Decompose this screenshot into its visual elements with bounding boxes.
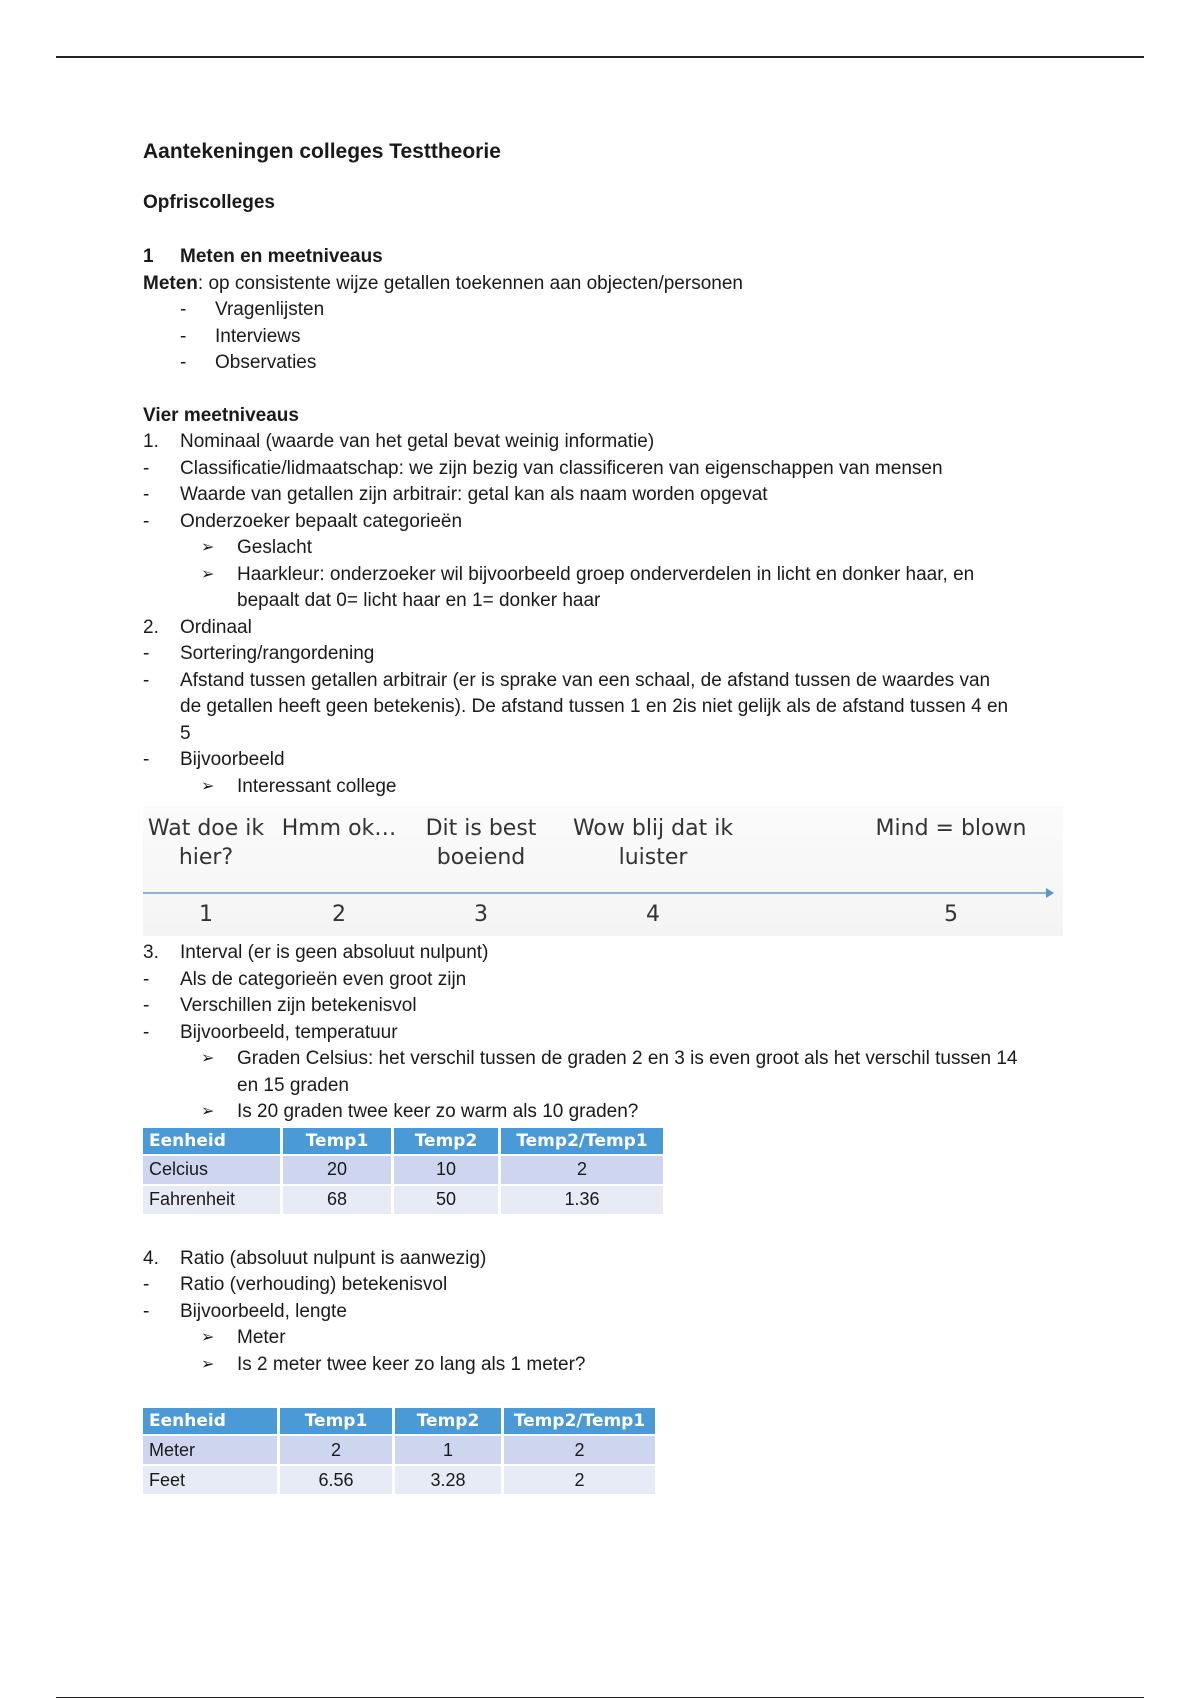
document-body [143, 140, 1063, 1494]
scale-tick: 4 [646, 902, 660, 927]
scale-label-line: Mind = blown [875, 816, 1027, 841]
list-item [143, 747, 1063, 774]
section-heading-text: Meten en meetniveaus [180, 246, 383, 267]
level-number: 3. [143, 942, 159, 963]
arrow-item-text: Haarkleur: onderzoeker wil bijvoorbeeld groep onderverdelen in licht en donker haar, en [237, 563, 975, 585]
list-item-text: 5 [180, 722, 191, 744]
list-item-continuation [143, 694, 1063, 721]
table-cell: 2 [504, 1434, 655, 1464]
table-cell: Celcius [143, 1154, 283, 1184]
arrow-item-text: Graden Celsius: het verschil tussen de graden 2 en 3 is even groot als het verschil tussen 14 [237, 1048, 1018, 1069]
dash-marker: - [143, 457, 150, 479]
table-row [143, 1154, 663, 1184]
scale-tick: 5 [944, 902, 958, 927]
list-item [143, 297, 1063, 324]
scale-label-line: luister [618, 845, 688, 870]
arrow-item-text: en 15 graden [237, 1074, 349, 1096]
arrow-item-continuation [143, 1073, 1063, 1100]
list-item-text: Bijvoorbeeld, lengte [180, 1300, 347, 1322]
list-item [143, 641, 1063, 668]
dash-marker: - [143, 510, 150, 532]
level-label: Ratio (absoluut nulpunt is aanwezig) [180, 1247, 487, 1269]
dash-marker: - [143, 484, 150, 505]
section-subtitle: Opfriscolleges [143, 192, 275, 213]
list-item-text: Classificatie/lidmaatschap: we zijn bezig van classificeren van eigenschappen van mensen [180, 457, 943, 479]
arrow-bullet-icon: ➢ [201, 777, 215, 795]
list-item-text: Afstand tussen getallen arbitrair (er is sprake van een schaal, de afstand tussen de waardes van [180, 669, 991, 691]
arrow-bullet-icon: ➢ [201, 1050, 215, 1067]
list-item [143, 456, 1063, 483]
meten-def-text: : op consistente wijze getallen toekennen aan objecten/personen [197, 272, 743, 294]
table-cell: Fahrenheit [143, 1184, 283, 1214]
list-item [143, 967, 1063, 994]
dash-marker: - [180, 325, 187, 347]
table-cell: 1.36 [501, 1184, 663, 1214]
scale-tick: 2 [332, 902, 346, 927]
table-header-cell: Temp1 [280, 1408, 395, 1434]
list-item-text: Bijvoorbeeld, temperatuur [180, 1021, 398, 1043]
arrow-item [143, 1352, 1063, 1379]
table-header-cell: Eenheid [143, 1128, 283, 1154]
meten-definition [143, 271, 1063, 298]
arrow-item [143, 1046, 1063, 1073]
scale-label-3 [426, 814, 537, 872]
list-item [143, 324, 1063, 351]
table-cell: 2 [504, 1464, 655, 1494]
spacer [143, 1378, 1063, 1406]
list-item-text: de getallen heeft geen betekenis). De afstand tussen 1 en 2is niet gelijk als de afstand tussen 4 en [180, 696, 1009, 717]
scale-axis-line [143, 892, 1048, 894]
table-header-cell: Temp2 [395, 1408, 504, 1434]
arrow-bullet-icon: ➢ [201, 1329, 215, 1346]
arrow-bullet-icon: ➢ [201, 1103, 215, 1120]
scale-label-4 [573, 814, 733, 872]
table-cell: 2 [280, 1434, 395, 1464]
dash-marker: - [143, 968, 150, 990]
scale-label-line: Wow blij dat ik [572, 816, 734, 841]
vier-meetniveaus-heading: Vier meetniveaus [143, 404, 299, 426]
arrow-item-text: Interessant college [237, 775, 397, 797]
level-number: 2. [143, 616, 159, 638]
dash-marker: - [143, 669, 150, 691]
list-item [143, 1299, 1063, 1326]
list-item-text: Interviews [215, 325, 301, 347]
list-item-text: Als de categorieën even groot zijn [180, 968, 467, 990]
table-row [143, 1184, 663, 1214]
arrow-bullet-icon: ➢ [201, 565, 215, 583]
scale-label-5 [876, 814, 1027, 843]
table-row [143, 1434, 655, 1464]
scale-label-1 [148, 814, 264, 872]
level-label: Ordinaal [180, 616, 252, 638]
table-header-cell: Eenheid [143, 1408, 280, 1434]
arrow-item-text: Geslacht [237, 537, 312, 558]
table-cell: 50 [394, 1184, 501, 1214]
arrow-item [143, 1325, 1063, 1352]
table-cell: 1 [395, 1434, 504, 1464]
table-cell: Feet [143, 1464, 280, 1494]
dash-marker: - [180, 352, 187, 373]
header-rule [56, 56, 1144, 58]
arrow-item-text: Is 2 meter twee keer zo lang als 1 meter? [237, 1353, 586, 1375]
table-header-cell: Temp1 [283, 1128, 394, 1154]
list-item-text: Observaties [215, 352, 317, 373]
list-item-continuation [143, 721, 1063, 748]
document-title: Aantekeningen colleges Testtheorie [143, 140, 501, 163]
arrow-item [143, 535, 1063, 562]
table-header-cell: Temp2/Temp1 [501, 1128, 663, 1154]
arrow-item [143, 774, 1063, 801]
table-cell: 6.56 [280, 1464, 395, 1494]
dash-marker: - [143, 1274, 150, 1295]
temperature-table [143, 1128, 663, 1214]
spacer [143, 1214, 1063, 1246]
table-cell: 20 [283, 1154, 394, 1184]
list-item-text: Vragenlijsten [215, 299, 325, 320]
list-item [143, 350, 1063, 377]
table-cell: 10 [394, 1154, 501, 1184]
dash-marker: - [143, 995, 150, 1016]
table-cell: Meter [143, 1434, 280, 1464]
table-cell: 68 [283, 1184, 394, 1214]
list-item-text: Verschillen zijn betekenisvol [180, 995, 417, 1016]
section-number: 1 [143, 246, 154, 267]
scale-tick: 3 [474, 902, 488, 927]
list-item [143, 1020, 1063, 1047]
list-item [143, 1272, 1063, 1299]
table-cell: 3.28 [395, 1464, 504, 1494]
dash-marker: - [143, 749, 150, 770]
list-item-text: Bijvoorbeeld [180, 749, 285, 770]
dash-marker: - [143, 1021, 150, 1043]
list-item [143, 993, 1063, 1020]
scale-tick: 1 [199, 902, 213, 927]
spacer [143, 377, 1063, 403]
arrow-bullet-icon: ➢ [201, 1355, 215, 1373]
list-item [143, 668, 1063, 695]
dash-marker: - [143, 643, 150, 664]
arrow-item-text: Is 20 graden twee keer zo warm als 10 graden? [237, 1101, 639, 1122]
list-item-text: Onderzoeker bepaalt categorieën [180, 510, 463, 532]
list-item [143, 482, 1063, 509]
scale-label-2 [282, 814, 397, 843]
level-number: 4. [143, 1247, 159, 1269]
list-item-text: Waarde van getallen zijn arbitrair: getal kan als naam worden opgevat [180, 484, 768, 505]
list-item [143, 509, 1063, 536]
list-item-text: Sortering/rangordening [180, 643, 375, 664]
scale-label-line: Hmm ok… [281, 816, 397, 841]
length-table [143, 1408, 655, 1494]
scale-label-line: hier? [178, 845, 234, 870]
level-label: Nominaal (waarde van het getal bevat weinig informatie) [180, 431, 655, 452]
table-header-row [143, 1408, 655, 1434]
level-interval [143, 940, 1063, 967]
table-header-row [143, 1128, 663, 1154]
section-1-heading [143, 244, 1063, 271]
arrow-item-text: bepaalt dat 0= licht haar en 1= donker haar [237, 590, 601, 611]
table-row [143, 1464, 655, 1494]
table-header-cell: Temp2/Temp1 [504, 1408, 655, 1434]
arrow-item-continuation [143, 588, 1063, 615]
scale-label-line: Dit is best [425, 816, 537, 841]
arrow-bullet-icon: ➢ [201, 539, 215, 556]
arrow-item [143, 562, 1063, 589]
level-number: 1. [143, 431, 159, 452]
level-ratio [143, 1246, 1063, 1273]
scale-label-line: Wat doe ik [147, 816, 265, 841]
level-nominaal [143, 429, 1063, 456]
dash-marker: - [180, 299, 187, 320]
rating-scale-figure [143, 806, 1063, 936]
level-label: Interval (er is geen absoluut nulpunt) [180, 942, 489, 963]
meten-term: Meten [143, 272, 198, 294]
table-header-cell: Temp2 [394, 1128, 501, 1154]
arrowhead-icon [1046, 888, 1054, 898]
level-ordinaal [143, 615, 1063, 642]
arrow-item-text: Meter [237, 1327, 286, 1348]
dash-marker: - [143, 1300, 150, 1322]
arrow-item [143, 1099, 1063, 1126]
table-cell: 2 [501, 1154, 663, 1184]
footer-rule [56, 1697, 1144, 1698]
list-item-text: Ratio (verhouding) betekenisvol [180, 1274, 448, 1295]
scale-label-line: boeiend [436, 845, 526, 870]
